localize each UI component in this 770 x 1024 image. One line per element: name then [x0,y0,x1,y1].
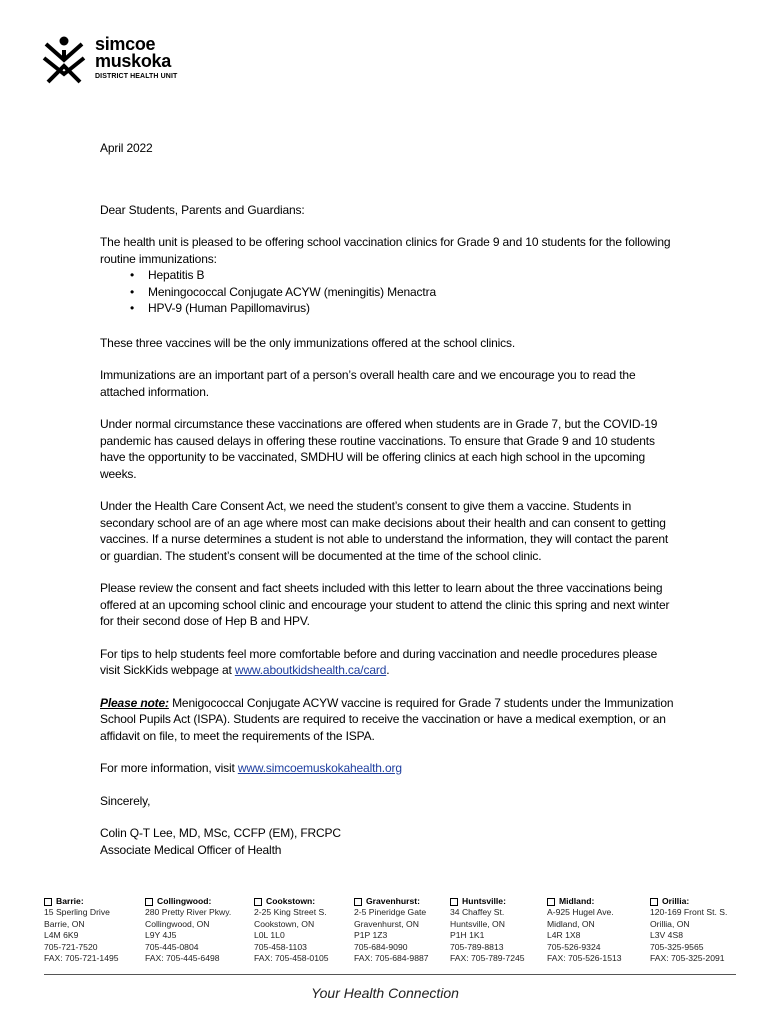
office-cookstown [254,896,329,964]
checkbox-icon [650,898,658,906]
office-city: Orillia, ON [650,918,690,929]
office-phone: 705-684-9090 [354,941,408,952]
office-city: Huntsville, ON [450,918,505,929]
office-phone: 705-445-0804 [145,941,199,952]
paragraph-review: Please review the consent and fact sheets included with this letter to learn about the three vaccinations being offered at an upcoming school clinic and encourage your student to attend the clinic this spring and next winter for their second dose of Hep B and HPV. [100,581,670,628]
letter-body [100,140,675,858]
office-fax: FAX: 705-325-2091 [650,953,725,964]
intro-paragraph: The health unit is pleased to be offering school vaccination clinics for Grade 9 and 10 students for the following routine immunizations: [100,235,671,266]
office-city: Cookstown, ON [254,918,315,929]
office-postal: L4R 1X8 [547,930,581,941]
office-phone: 705-325-9565 [650,941,704,952]
signature-title: Associate Medical Officer of Health [100,842,282,857]
office-fax: FAX: 705-789-7245 [450,953,525,964]
paragraph-note [100,695,675,745]
office-city: Gravenhurst, ON [354,918,419,929]
list-item: • Hepatitis B [130,267,675,284]
office-name: Cookstown: [266,896,316,906]
tips-end: . [386,663,390,677]
footer-divider [44,974,736,975]
paragraph-consent: Under the Health Care Consent Act, we need the student’s consent to give them a vaccine. Students in secondary school are of an age where most can make decisions about their health and can consent to getting vaccines. If a nurse determines a student is not able to understand the information, they will contact the parent or guardian. The student’s consent will be documented at the time of the school clinic. [100,499,669,563]
office-fax: FAX: 705-445-6498 [145,953,220,964]
office-name: Collingwood: [157,896,212,906]
office-address: 2-25 King Street S. [254,907,327,918]
office-city: Midland, ON [547,918,595,929]
health-unit-logo [42,36,202,88]
tips-text: For tips to help students feel more comfortable before and during vaccination and needle procedures please visit SickKids webpage at [100,646,658,677]
office-postal: L4M 6K9 [44,930,79,941]
office-name: Huntsville: [462,896,506,906]
footer-tagline: Your Health Connection [311,985,459,1001]
list-item: • Meningococcal Conjugate ACYW (meningitis) Menactra [130,284,675,301]
people-logo-icon [42,36,90,86]
office-name: Barrie: [56,896,84,906]
office-address: 15 Sperling Drive [44,907,110,918]
office-name: Orillia: [662,896,690,906]
signature-name: Colin Q-T Lee, MD, MSc, CCFP (EM), FRCPC [100,826,341,840]
logo-text-simcoe: simcoe [95,34,156,54]
office-postal: L0L 1L0 [254,930,285,941]
logo-subtitle: DISTRICT HEALTH UNIT [95,73,178,80]
office-phone: 705-458-1103 [254,941,307,952]
office-collingwood [145,896,231,964]
paragraph-only-vaccines: These three vaccines will be the only immunizations offered at the school clinics. [100,335,516,350]
office-huntsville [450,896,525,964]
list-item: • HPV-9 (Human Papillomavirus) [130,300,675,317]
logo-text-muskoka: muskoka [95,51,171,71]
office-postal: L3V 4S8 [650,930,683,941]
office-address: 34 Chaffey St. [450,907,505,918]
office-phone: 705-721-7520 [44,941,98,952]
office-phone: 705-526-9324 [547,941,601,952]
simcoemuskokahealth-link[interactable]: www.simcoemuskokahealth.org [237,761,402,775]
note-label: Please note: [100,695,169,710]
aboutkidshealth-link[interactable]: www.aboutkidshealth.ca/card [234,663,387,677]
office-postal: P1H 1K1 [450,930,485,941]
closing: Sincerely, [100,793,151,808]
paragraph-covid-delay: Under normal circumstance these vaccinations are offered when students are in Grade 7, but the COVID-19 pandemic has caused delays in offering these routine vaccinations. To ensure that Grade 9 and 10 students have the opportunity to be vaccinated, SMDHU will be offering clinics at each high school in the upcoming weeks. [100,417,658,481]
salutation: Dear Students, Parents and Guardians: [100,202,305,217]
office-address: 120-169 Front St. S. [650,907,728,918]
letter-date: April 2022 [100,141,153,155]
paragraph-importance: Immunizations are an important part of a person’s overall health care and we encourage you to read the attached information. [100,368,636,399]
office-orillia [650,896,727,964]
office-phone: 705-789-8813 [450,941,504,952]
office-postal: P1P 1Z3 [354,930,388,941]
office-name: Midland: [559,896,595,906]
signature-block [100,825,675,858]
office-city: Barrie, ON [44,918,85,929]
office-address: 280 Pretty River Pkwy. [145,907,232,918]
checkbox-icon [450,898,458,906]
checkbox-icon [547,898,555,906]
checkbox-icon [254,898,262,906]
office-midland [547,896,622,964]
checkbox-icon [145,898,153,906]
office-locations [44,896,744,966]
office-fax: FAX: 705-684-9887 [354,953,429,964]
office-fax: FAX: 705-721-1495 [44,953,119,964]
checkbox-icon [354,898,362,906]
office-gravenhurst [354,896,429,964]
more-info-text: For more information, visit [100,761,238,775]
office-address: A-925 Hugel Ave. [547,907,614,918]
office-address: 2-5 Pineridge Gate [354,907,427,918]
office-postal: L9Y 4J5 [145,930,177,941]
paragraph-more-info [100,760,675,777]
paragraph-tips [100,646,675,679]
office-name: Gravenhurst: [366,896,420,906]
note-text: Menigococcal Conjugate ACYW vaccine is required for Grade 7 students under the Immunization School Pupils Act (ISPA). Students are required to receive the vaccination or have a medical exemption, or an affidavit on file, to meet the requirements of the ISPA. [100,695,674,743]
office-fax: FAX: 705-458-0105 [254,953,329,964]
vaccine-list [100,267,675,317]
office-fax: FAX: 705-526-1513 [547,953,622,964]
office-barrie [44,896,119,964]
office-city: Collingwood, ON [145,918,210,929]
checkbox-icon [44,898,52,906]
